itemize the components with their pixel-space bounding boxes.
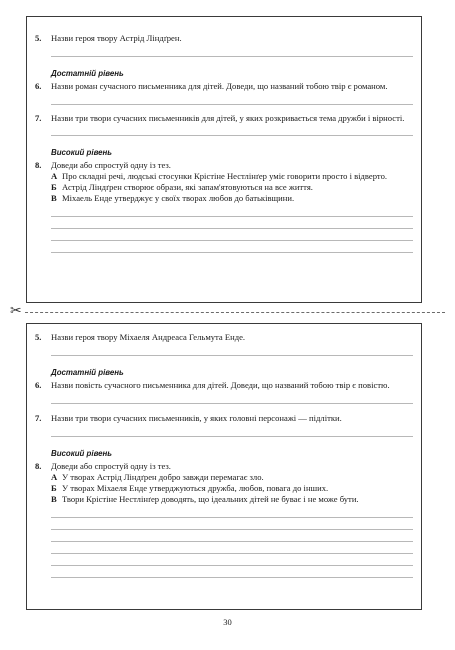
question-6 <box>35 380 413 391</box>
question-text: Назви три твори сучасних письменників для дітей, у яких розкривається тема дружби і вірності. <box>51 112 405 123</box>
option-text: Астрід Ліндґрен створює образи, які запам'ятовуються на все життя. <box>62 182 313 193</box>
question-7 <box>35 413 413 424</box>
answer-line[interactable] <box>51 529 413 530</box>
option-text: Міхаель Енде утверджує у своїх творах любов до батьківщини. <box>62 193 295 204</box>
level-heading-sufficient: Достатній рівень <box>51 69 124 79</box>
answer-line[interactable] <box>51 240 413 241</box>
option-text: Твори Крістіне Нестлінґер доводять, що ідеальних дітей не буває і не може бути. <box>62 494 359 505</box>
option-c <box>51 193 413 204</box>
option-text: Про складні речі, людські стосунки Крістіне Нестлінґер уміє говорити просто і відверто. <box>62 171 388 182</box>
cut-line <box>20 312 445 313</box>
question-number: 6. <box>35 380 42 391</box>
option-letter: Б <box>51 182 57 193</box>
question-number: 7. <box>35 412 42 423</box>
option-text: У творах Міхаеля Енде утверджуються дружба, любов, повага до інших. <box>62 483 329 494</box>
worksheet-card-1 <box>26 16 422 303</box>
question-number: 5. <box>35 332 42 342</box>
answer-line[interactable] <box>51 541 413 542</box>
question-text: Доведи або спростуй одну із тез. <box>51 159 171 170</box>
option-letter: А <box>51 171 58 182</box>
question-6 <box>35 81 413 92</box>
level-heading-high: Високий рівень <box>51 448 112 458</box>
question-text: Назви повість сучасного письменника для дітей. Доведи, що названий тобою твір є повістю. <box>51 380 390 391</box>
answer-line[interactable] <box>51 135 413 136</box>
answer-line[interactable] <box>51 436 413 437</box>
question-5 <box>35 33 413 44</box>
question-text: Назви героя твору Астрід Ліндґрен. <box>51 33 182 43</box>
option-b <box>51 483 413 494</box>
question-7 <box>35 113 413 124</box>
option-letter: Б <box>51 483 57 494</box>
option-a <box>51 472 413 483</box>
question-text: Назви три твори сучасних письменників, у яких головні персонажі — підлітки. <box>51 412 342 423</box>
answer-line[interactable] <box>51 355 413 356</box>
option-text: У творах Астрід Ліндґрен добро завжди перемагає зло. <box>62 472 264 483</box>
answer-line[interactable] <box>51 216 413 217</box>
answer-line[interactable] <box>51 517 413 518</box>
answer-line[interactable] <box>51 228 413 229</box>
question-text: Доведи або спростуй одну із тез. <box>51 460 171 471</box>
answer-line[interactable] <box>51 565 413 566</box>
answer-line[interactable] <box>51 104 413 105</box>
question-5 <box>35 332 413 343</box>
option-c <box>51 494 413 505</box>
level-heading-sufficient: Достатній рівень <box>51 368 124 378</box>
question-text: Назви героя твору Міхаеля Андреаса Гельмута Енде. <box>51 332 246 342</box>
option-letter: В <box>51 494 57 505</box>
option-letter: А <box>51 472 58 483</box>
worksheet-card-2 <box>26 323 422 610</box>
question-text: Назви роман сучасного письменника для дітей. Доведи, що названий тобою твір є романом. <box>51 81 388 92</box>
question-number: 5. <box>35 33 42 43</box>
answer-line[interactable] <box>51 553 413 554</box>
answer-line[interactable] <box>51 403 413 404</box>
option-a <box>51 171 413 182</box>
scissors-icon: ✂ <box>10 303 22 319</box>
answer-line[interactable] <box>51 577 413 578</box>
question-number: 8. <box>35 460 42 471</box>
question-number: 7. <box>35 112 42 123</box>
question-number: 6. <box>35 81 42 92</box>
page-number: 30 <box>223 617 232 627</box>
question-8 <box>35 461 413 505</box>
option-letter: В <box>51 193 57 204</box>
question-number: 8. <box>35 159 42 170</box>
answer-line[interactable] <box>51 252 413 253</box>
level-heading-high: Високий рівень <box>51 147 112 157</box>
question-8 <box>35 160 413 204</box>
answer-line[interactable] <box>51 56 413 57</box>
option-b <box>51 182 413 193</box>
